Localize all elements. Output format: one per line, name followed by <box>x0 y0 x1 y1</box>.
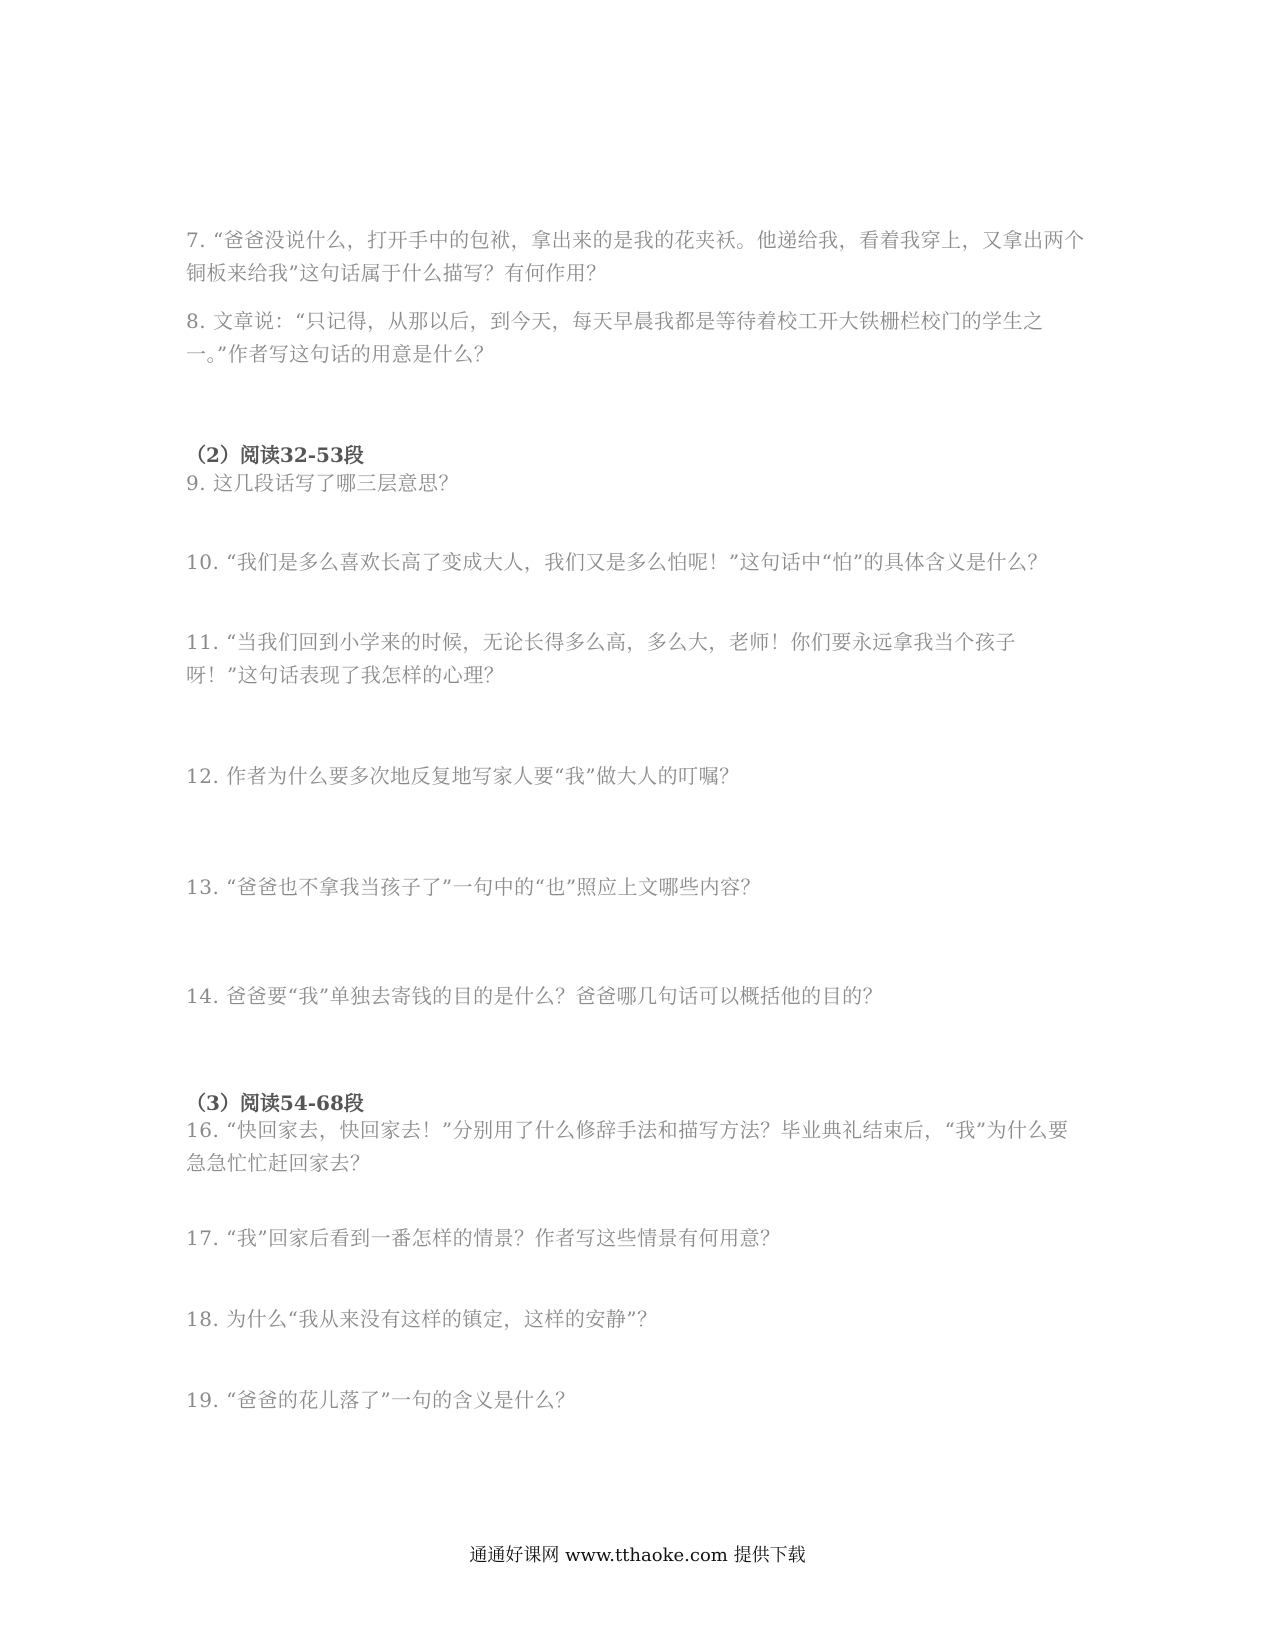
question-9: 9. 这几段话写了哪三层意思？ <box>186 471 459 495</box>
question-13: 13. “爸爸也不拿我当孩子了”一句中的“也”照应上文哪些内容？ <box>186 875 762 899</box>
page-footer: 通通好课网 www.tthaoke.com 提供下载 <box>469 1545 806 1566</box>
question-7: 7. “爸爸没说什么，打开手中的包袱，拿出来的是我的花夹袄。他递给我，看着我穿上，又拿出两个铜板来给我”这句话属于什么描写？有何作用？ <box>186 228 1085 285</box>
question-19: 19. “爸爸的花儿落了”一句的含义是什么？ <box>186 1388 576 1412</box>
question-16: 16. “快回家去，快回家去！”分别用了什么修辞手法和描写方法？毕业典礼结束后，“我”为什么要急急忙忙赶回家去？ <box>186 1118 1069 1175</box>
question-8: 8. 文章说：“只记得，从那以后，到今天，每天早晨我都是等待着校工开大铁栅栏校门的学生之一。”作者写这句话的用意是什么？ <box>186 309 1044 366</box>
question-14: 14. 爸爸要“我”单独去寄钱的目的是什么？爸爸哪几句话可以概括他的目的？ <box>186 984 884 1008</box>
question-18: 18. 为什么“我从来没有这样的镇定，这样的安静”？ <box>186 1307 658 1331</box>
section-heading-2: （2）阅读32-53段 <box>186 443 364 467</box>
question-10: 10. “我们是多么喜欢长高了变成大人，我们又是多么怕呢！”这句话中“怕”的具体含义是什么？ <box>186 550 1049 574</box>
question-12: 12. 作者为什么要多次地反复地写家人要“我”做大人的叮嘱？ <box>186 764 740 788</box>
section-heading-3: （3）阅读54-68段 <box>186 1091 364 1115</box>
question-17: 17. “我”回家后看到一番怎样的情景？作者写这些情景有何用意？ <box>186 1226 781 1250</box>
question-11: 11. “当我们回到小学来的时候，无论长得多么高，多么大，老师！你们要永远拿我当个孩子呀！”这句话表现了我怎样的心理？ <box>186 630 1016 687</box>
